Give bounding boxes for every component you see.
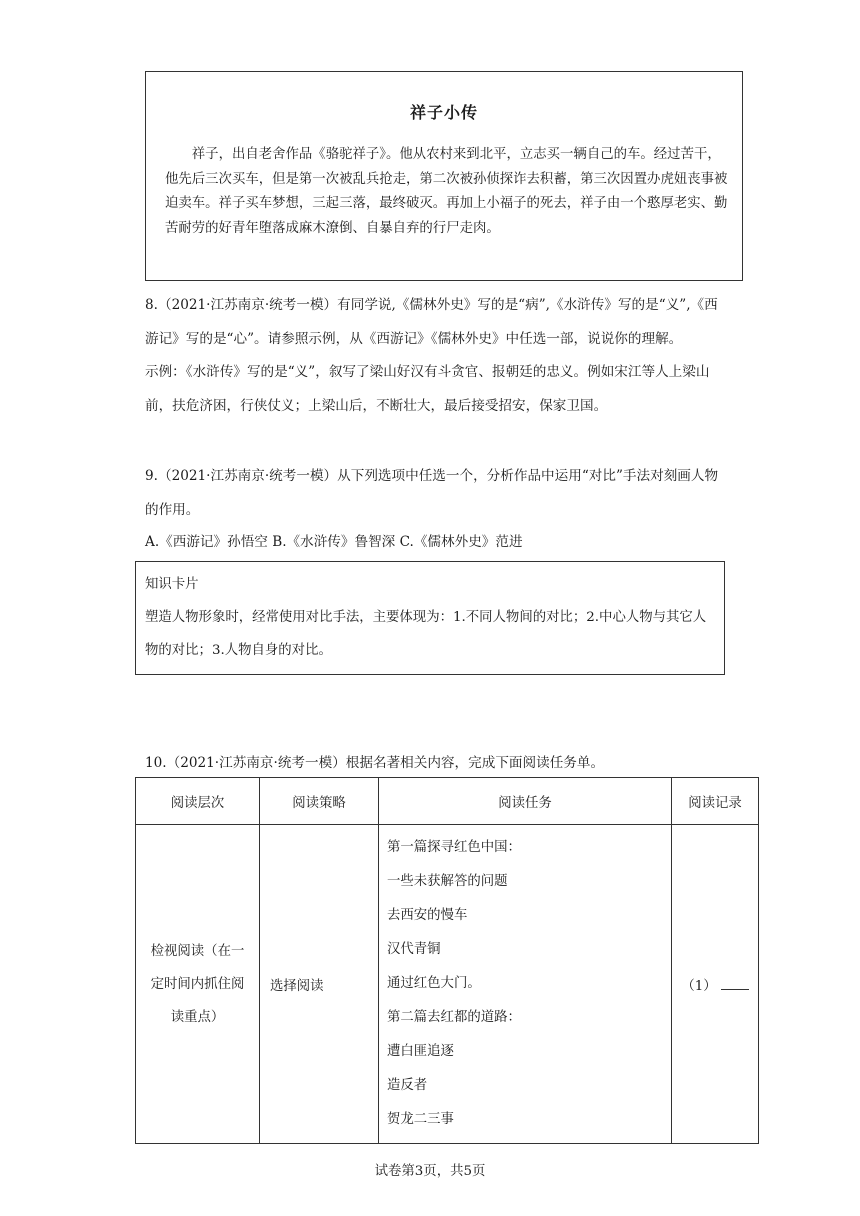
knowledge-card-body: 塑造人物形象时，经常使用对比手法，主要体现为：1.不同人物间的对比；2.中心人物与其它人物的对比；3.人物自身的对比。 xyxy=(145,610,707,658)
task-line: 一些未获解答的问题 xyxy=(387,874,508,889)
record-label: （1） xyxy=(681,978,717,994)
question-9 xyxy=(145,460,725,527)
page-footer: 试卷第3页，共5页 xyxy=(374,1164,486,1179)
cell-tasks xyxy=(379,825,672,1144)
header-record: 阅读记录 xyxy=(672,778,759,825)
cell-level: 检视阅读（在一定时间内抓住阅读重点） xyxy=(136,825,260,1144)
biography-body: 祥子，出自老舍作品《骆驼祥子》。他从农村来到北平，立志买一辆自己的车。经过苦干，他先后三次买车，但是第一次被乱兵抢走，第二次被孙侦探诈去积蓄，第三次因置办虎妞丧事被迫卖车。祥子买车梦想，三起三落，最终破灭。再加上小福子的死去，祥子由一个憨厚老实、勤苦耐劳的好青年堕落成麻木潦倒、自暴自弃的行尸走肉。 xyxy=(165,147,728,236)
knowledge-card xyxy=(135,561,725,675)
reading-task-table xyxy=(135,777,759,1144)
task-line: 去西安的慢车 xyxy=(387,908,468,923)
question-8 xyxy=(145,289,725,423)
task-line: 遭白匪追逐 xyxy=(387,1044,454,1059)
task-line: 第一篇探寻红色中国： xyxy=(387,840,521,855)
task-line: 汉代青铜 xyxy=(387,942,441,957)
question-10-text: 10.（2021·江苏南京·统考一模）根据名著相关内容，完成下面阅读任务单。 xyxy=(145,755,605,771)
answer-blank[interactable] xyxy=(721,975,749,990)
biography-title: 祥子小传 xyxy=(409,103,478,122)
table-header-row xyxy=(136,778,759,825)
table-row xyxy=(136,825,759,1144)
biography-box xyxy=(145,71,743,281)
question-9-text: 9.（2021·江苏南京·统考一模）从下列选项中任选一个，分析作品中运用“对比”手法对刻画人物的作用。 xyxy=(145,468,719,518)
task-line: 通过红色大门。 xyxy=(387,976,481,991)
header-level: 阅读层次 xyxy=(136,778,260,825)
question-8-example: 示例：《水浒传》写的是“义”，叙写了梁山好汉有斗贪官、报朝廷的忠义。例如宋江等人上梁山前，扶危济困，行侠仗义；上梁山后，不断壮大，最后接受招安，保家卫国。 xyxy=(145,364,710,414)
question-8-text: 8.（2021·江苏南京·统考一模）有同学说,《儒林外史》写的是“病”,《水浒传》写的是“义”,《西游记》写的是“心”。请参照示例，从《西游记》《儒林外史》中任选一部，说说你的理解。 xyxy=(145,297,718,347)
task-line: 造反者 xyxy=(387,1078,428,1093)
cell-strategy: 选择阅读 xyxy=(260,825,379,1144)
question-9-options: A.《西游记》孙悟空 B.《水浒传》鲁智深 C.《儒林外史》范进 xyxy=(145,534,523,550)
header-task: 阅读任务 xyxy=(379,778,672,825)
knowledge-card-title: 知识卡片 xyxy=(145,577,199,592)
task-line: 第二篇去红都的道路： xyxy=(387,1010,521,1025)
task-line: 贺龙二三事 xyxy=(387,1112,454,1127)
header-strategy: 阅读策略 xyxy=(260,778,379,825)
cell-record xyxy=(672,825,759,1144)
